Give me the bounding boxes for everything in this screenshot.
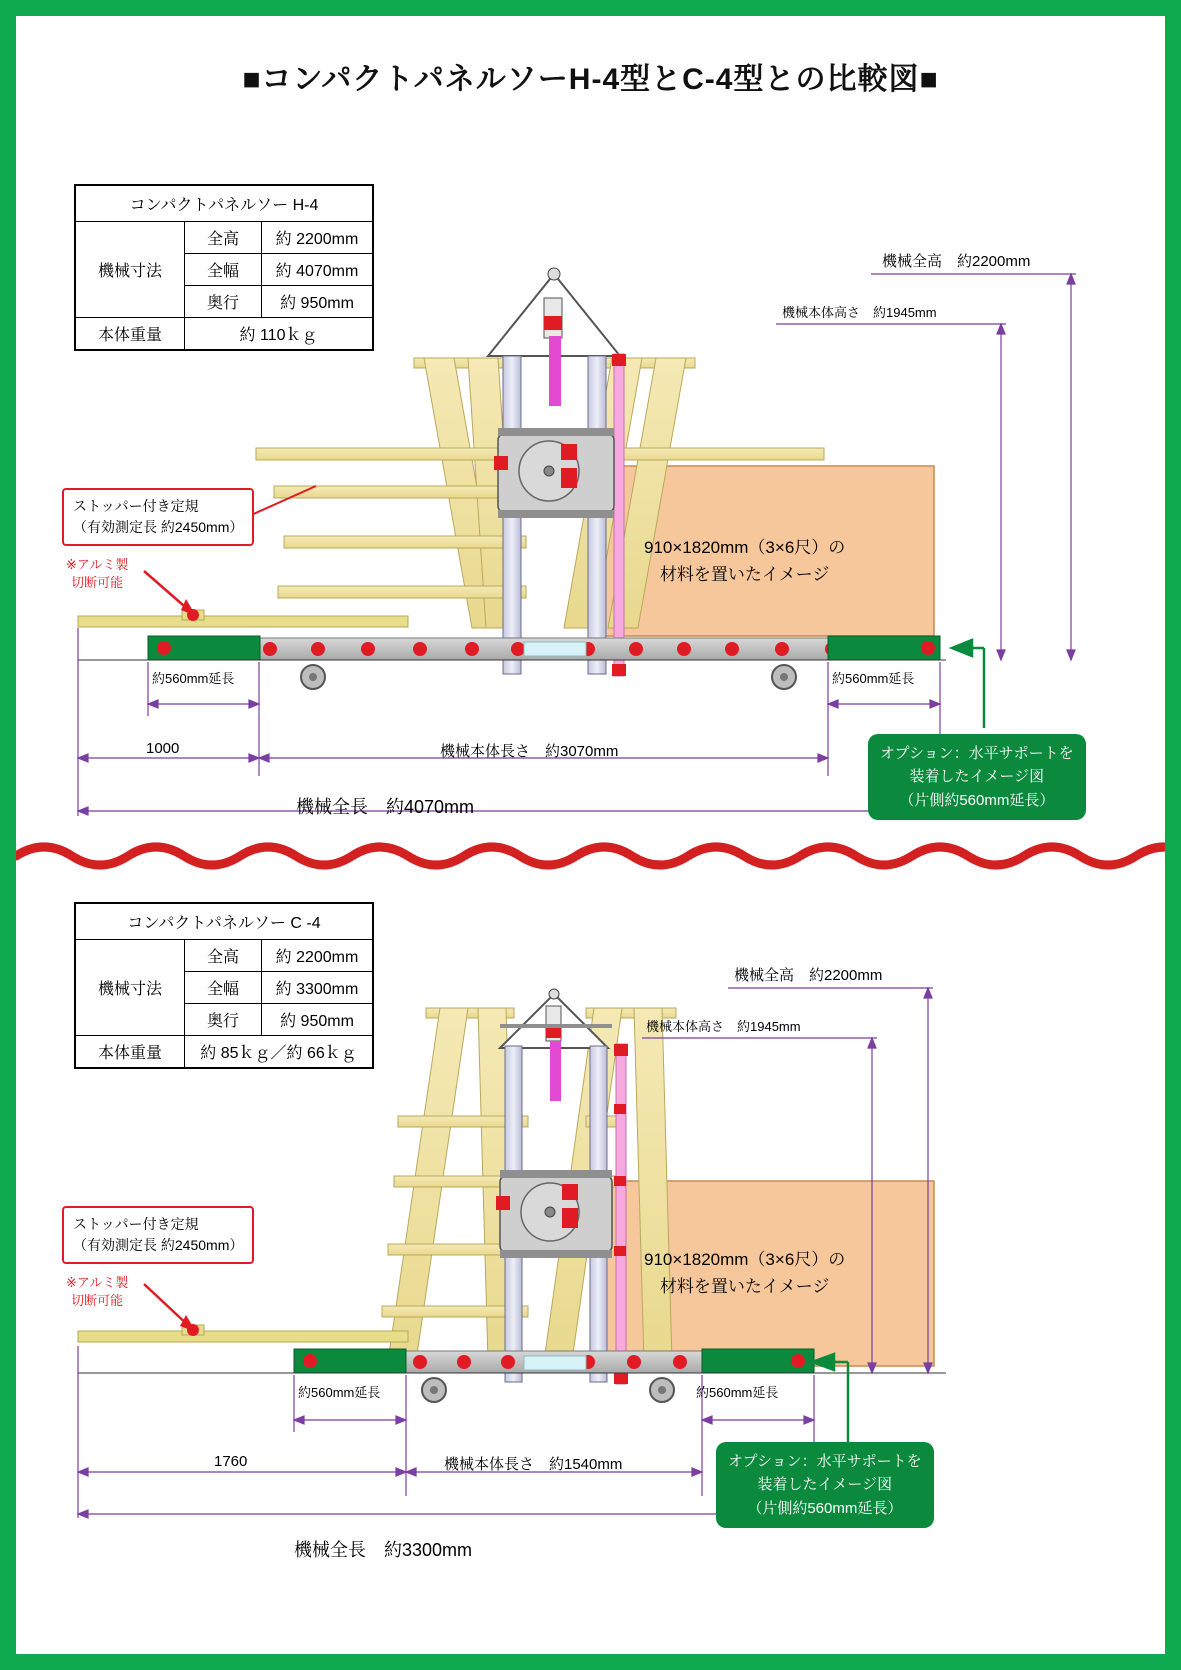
spec-row-value: 約 4070mm — [262, 254, 374, 286]
spec-weight-label-c4: 本体重量 — [75, 1036, 185, 1069]
alumi-note-line2: 切断可能 — [71, 574, 124, 590]
ruler-callout-line1: ストッパー付き定規 — [73, 1216, 199, 1232]
material-note-line2: 材料を置いたイメージ — [659, 565, 830, 585]
spec-row-label: 奥行 — [185, 1004, 262, 1036]
ruler-callout-line1: ストッパー付き定規 — [73, 498, 199, 514]
option-box-line3: （片側約560mm延長） — [747, 1499, 903, 1517]
dim-total-length-c4: 機械全長 約3300mm — [294, 1540, 473, 1560]
option-box-c4 — [716, 1442, 934, 1528]
diagram-page — [16, 16, 1165, 1654]
ruler-callout-line2: （有効測定長 約2450mm） — [73, 519, 244, 535]
material-note-c4 — [644, 1246, 845, 1300]
dim-body-height-h4: 機械本体高さ 約1945mm — [782, 305, 937, 320]
spec-weight-value-h4: 約 110ｋｇ — [185, 318, 374, 351]
material-note-line2: 材料を置いたイメージ — [659, 1277, 830, 1297]
dim-left-span-h4: 1000 — [146, 740, 180, 757]
machine-drawing-h4 — [16, 16, 1165, 836]
spec-row-value: 約 950mm — [262, 1004, 374, 1036]
dim-body-height-c4: 機械本体高さ 約1945mm — [646, 1019, 801, 1034]
spec-weight-label-h4: 本体重量 — [75, 318, 185, 351]
alumi-note-c4 — [66, 1274, 128, 1309]
spec-row-value: 約 2200mm — [262, 940, 374, 972]
dim-left-span-c4: 1760 — [214, 1453, 248, 1470]
spec-row-value: 約 2200mm — [262, 222, 374, 254]
dim-total-length-h4: 機械全長 約4070mm — [296, 797, 475, 817]
ruler-callout-line2: （有効測定長 約2450mm） — [73, 1237, 244, 1253]
alumi-note-line1: ※アルミ製 — [66, 557, 129, 572]
dim-ext-right-c4: 約560mm延長 — [696, 1385, 779, 1400]
ruler-callout-c4 — [62, 1206, 254, 1264]
page-title: ■コンパクトパネルソーH-4型とC-4型との比較図■ — [242, 63, 939, 96]
section-divider — [16, 836, 1165, 876]
spec-dim-label-h4: 機械寸法 — [75, 222, 185, 318]
material-note-line1: 910×1820mm（3×6尺）の — [644, 1250, 846, 1269]
machine-drawing-c4 — [16, 876, 1165, 1654]
dim-body-length-h4: 機械本体長さ 約3070mm — [440, 743, 619, 760]
option-box-line1: オプション：水平サポートを — [728, 1453, 922, 1470]
option-box-h4 — [868, 734, 1086, 820]
dim-ext-left-c4: 約560mm延長 — [298, 1385, 381, 1400]
option-box-line2: 装着したイメージ図 — [757, 1476, 893, 1494]
spec-row-label: 全幅 — [185, 254, 262, 286]
spec-dim-label-c4: 機械寸法 — [75, 940, 185, 1036]
spec-row-value: 約 950mm — [262, 286, 374, 318]
dim-body-length-c4: 機械本体長さ 約1540mm — [444, 1456, 623, 1473]
spec-row-label: 全高 — [185, 222, 262, 254]
ruler-callout-h4 — [62, 488, 254, 546]
alumi-note-line2: 切断可能 — [71, 1292, 124, 1308]
option-box-line1: オプション：水平サポートを — [880, 745, 1074, 762]
dim-ext-right-h4: 約560mm延長 — [832, 671, 915, 686]
option-box-line2: 装着したイメージ図 — [909, 768, 1045, 786]
material-note-h4 — [644, 534, 845, 588]
material-note-line1: 910×1820mm（3×6尺）の — [644, 538, 846, 557]
alumi-note-h4 — [66, 556, 128, 591]
spec-row-value: 約 3300mm — [262, 972, 374, 1004]
dim-total-height-c4: 機械全高 約2200mm — [734, 967, 883, 984]
spec-row-label: 全幅 — [185, 972, 262, 1004]
option-box-line3: （片側約560mm延長） — [899, 791, 1055, 809]
spec-title-h4: コンパクトパネルソー H-4 — [75, 185, 373, 222]
spec-weight-value-c4: 約 85ｋｇ／約 66ｋｇ — [185, 1036, 374, 1069]
dim-ext-left-h4: 約560mm延長 — [152, 671, 235, 686]
spec-title-c4: コンパクトパネルソー C -4 — [75, 903, 373, 940]
spec-row-label: 奥行 — [185, 286, 262, 318]
alumi-note-line1: ※アルミ製 — [66, 1275, 129, 1290]
spec-row-label: 全高 — [185, 940, 262, 972]
dim-total-height-h4: 機械全高 約2200mm — [882, 253, 1031, 270]
